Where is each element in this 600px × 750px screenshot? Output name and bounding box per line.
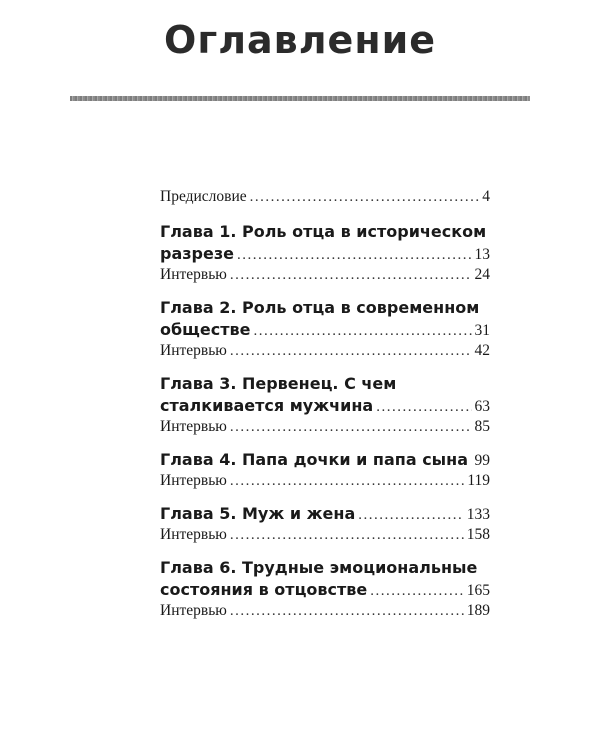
toc-label: Интервью (160, 526, 227, 543)
dot-leader (471, 453, 472, 470)
toc-line (160, 298, 490, 320)
toc-entry-chapter (160, 450, 490, 494)
toc-label: Глава 4. Папа дочки и папа сына (160, 450, 468, 469)
title-divider (70, 96, 530, 101)
toc-label: Интервью (160, 342, 227, 359)
toc-label: Интервью (160, 418, 227, 435)
toc-line (160, 472, 490, 494)
toc-label: Глава 2. Роль отца в современном (160, 298, 480, 317)
toc-label: Предисловие (160, 188, 247, 205)
toc-label: Интервью (160, 266, 227, 283)
toc-line (160, 320, 490, 342)
dot-leader (230, 603, 464, 620)
dot-leader (370, 583, 463, 600)
toc-line (160, 244, 490, 266)
page-title: Оглавление (164, 18, 436, 62)
dot-leader (253, 323, 471, 340)
dot-leader (230, 419, 472, 436)
toc-line (160, 580, 490, 602)
toc-entry-chapter (160, 298, 490, 364)
toc-line (160, 222, 490, 244)
page-number: 133 (466, 506, 490, 523)
toc-line (160, 558, 490, 580)
page-number: 63 (474, 398, 490, 415)
toc-entry-chapter (160, 222, 490, 288)
toc-line (160, 188, 490, 210)
page-number: 85 (474, 418, 490, 435)
dot-leader (230, 267, 472, 284)
dot-leader (250, 189, 480, 206)
dot-leader (230, 343, 472, 360)
toc-label: Интервью (160, 602, 227, 619)
toc-label: разрезе (160, 244, 234, 263)
toc-label: Глава 6. Трудные эмоциональные (160, 558, 478, 577)
page-number: 119 (467, 472, 490, 489)
dot-leader (230, 473, 464, 490)
toc-label: Глава 1. Роль отца в историческом (160, 222, 487, 241)
toc-entry-preface (160, 188, 490, 210)
toc-line (160, 342, 490, 364)
dot-leader (358, 507, 464, 524)
toc-entry-chapter (160, 558, 490, 624)
toc-label: Интервью (160, 472, 227, 489)
page-number: 24 (474, 266, 490, 283)
toc-label: сталкивается мужчина (160, 396, 374, 415)
toc-line (160, 266, 490, 288)
page-number: 13 (474, 246, 490, 263)
page-number: 4 (482, 188, 490, 205)
toc-line (160, 504, 490, 526)
toc-label: обществе (160, 320, 251, 339)
dot-leader (376, 399, 471, 416)
toc-line (160, 396, 490, 418)
dot-leader (237, 247, 472, 264)
page-number: 189 (466, 602, 490, 619)
toc-line (160, 450, 490, 472)
toc-label: Глава 3. Первенец. С чем (160, 374, 397, 393)
toc-line (160, 526, 490, 548)
toc-entry-chapter (160, 504, 490, 548)
toc-entry-chapter (160, 374, 490, 440)
toc-line (160, 602, 490, 624)
page-number: 99 (474, 452, 490, 469)
page-number: 31 (474, 322, 490, 339)
toc-label: Глава 5. Муж и жена (160, 504, 356, 523)
page-number: 165 (466, 582, 490, 599)
toc-line (160, 374, 490, 396)
toc-label: состояния в отцовстве (160, 580, 368, 599)
page-number: 42 (474, 342, 490, 359)
dot-leader (230, 527, 464, 544)
table-of-contents (160, 188, 490, 634)
page-number: 158 (466, 526, 490, 543)
toc-line (160, 418, 490, 440)
